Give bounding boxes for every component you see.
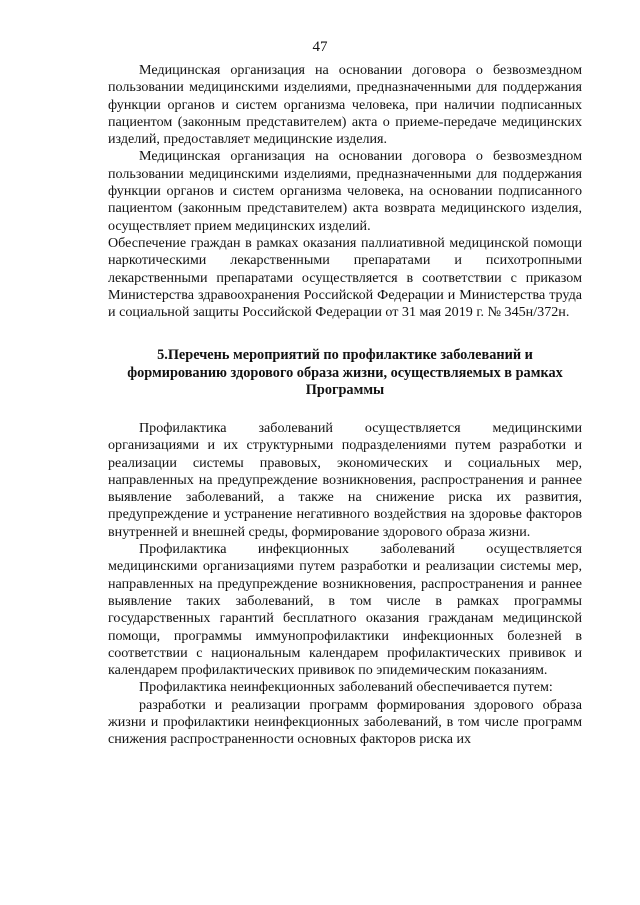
page-number: 47 bbox=[312, 39, 328, 55]
paragraph-infectious-prevention: Профилактика инфекционных заболеваний осуществляется медицинскими организациями путем разработки и реализации системы мер, направленных на предупреждение возникновения, распространения и раннее выявление таких заболеваний, в том числе в рамках программы государственных гарантий бесплатного оказания гражданам медицинской помощи, программы иммунопрофилактики инфекционных болезней в соответствии с национальным календарем профилактических прививок и календарем профилактических прививок по эпидемическим показаниям. bbox=[108, 541, 582, 679]
paragraph-noninfectious-intro: Профилактика неинфекционных заболеваний обеспечивается путем: bbox=[139, 679, 553, 696]
paragraph-device-transfer: Медицинская организация на основании договора о безвозмездном пользовании медицинскими изделиями, предназначенными для поддержания функции органов и систем организма человека, при наличии подписанных пациентом (законным представителем) акта о приеме-передаче медицинских изделий, предоставляет медицинские изделия. bbox=[108, 62, 582, 148]
page-content bbox=[108, 62, 582, 749]
paragraph-device-return: Медицинская организация на основании договора о безвозмездном пользовании медицинскими изделиями, предназначенными для поддержания функции органов и систем организма человека, на основании подписанного пациентом (законным представителем) акта возврата медицинского изделия, осуществляет прием медицинских изделий. bbox=[108, 148, 582, 234]
section-heading: 5.Перечень мероприятий по профилактике заболеваний и формированию здорового образа жизни, осуществляемых в рамках Программы bbox=[127, 347, 563, 399]
paragraph-disease-prevention: Профилактика заболеваний осуществляется медицинскими организациями и их структурными подразделениями путем разработки и реализации системы правовых, экономических и социальных мер, направленных на предупреждение возникновения, распространения и раннее выявление заболеваний, а также на снижение риска их развития, предупреждение и устранение негативного воздействия на здоровье факторов внутренней и внешней среды, формирование здорового образа жизни. bbox=[108, 419, 582, 540]
paragraph-healthy-lifestyle-programs: разработки и реализации программ формирования здорового образа жизни и профилактики неинфекционных заболеваний, в том числе программ снижения распространенности основных факторов риска их bbox=[108, 696, 582, 748]
paragraph-palliative-drugs: Обеспечение граждан в рамках оказания паллиативной медицинской помощи наркотическими лекарственными препаратами и психотропными лекарственными препаратами осуществляется в соответствии с приказом Министерства здравоохранения Российской Федерации и Министерства труда и социальной защиты Российской Федерации от 31 мая 2019 г. № 345н/372н. bbox=[108, 234, 582, 321]
